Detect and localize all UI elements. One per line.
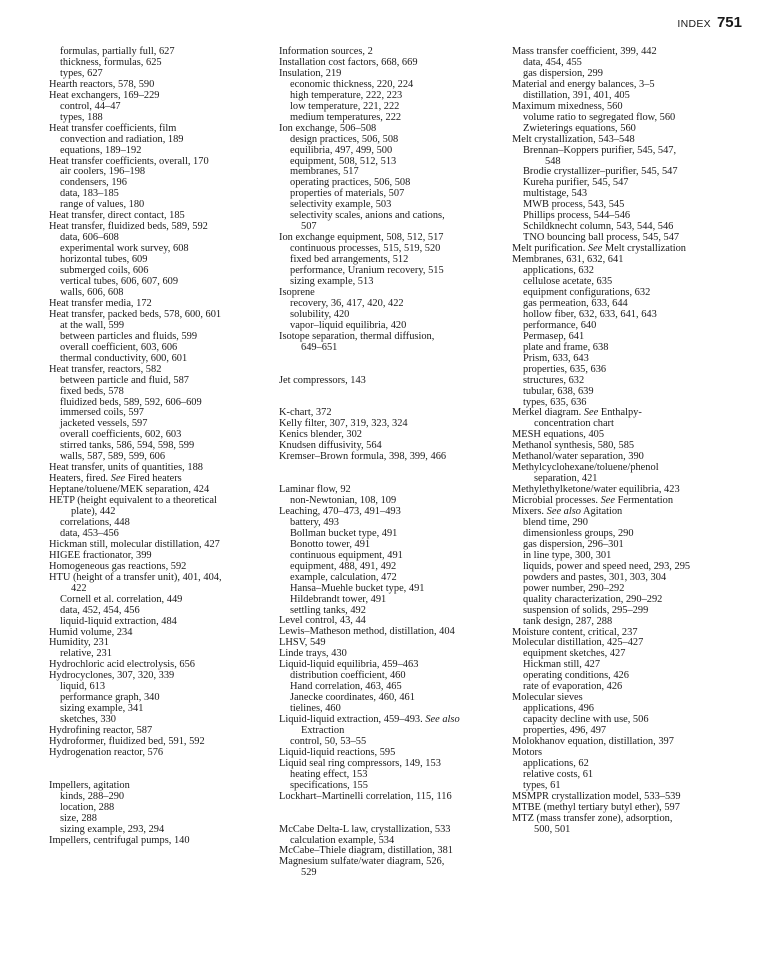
index-spacer [279,387,499,398]
entry-text: at the wall, 599 [60,319,125,331]
entry-text: Ion exchange equipment, 508, 512, 517 [279,232,444,244]
entry-text: Microbial processes. [512,495,601,507]
entry-text: Kremser–Brown formula, 398, 399, 466 [279,451,447,463]
entry-text: Heat transfer, reactors, 582 [49,363,162,375]
entry-text: LHSV, 549 [279,637,326,649]
entry-text: plate and frame, 638 [523,341,609,353]
page-number: 751 [716,14,742,31]
entry-text: Installation cost factors, 668, 669 [279,56,418,68]
entry-text: Linde trays, 430 [279,648,347,660]
index-column-2 [279,47,499,879]
entry-text: Brodie crystallizer–purifier, 545, 547 [523,166,678,178]
entry-text: Laminar flow, 92 [279,484,351,496]
entry-text: Hildebrandt tower, 491 [290,593,387,605]
entry-text: kinds, 288–290 [60,790,125,802]
entry-text: stirred tanks, 586, 594, 598, 599 [60,440,195,452]
index-spacer [279,354,499,365]
index-subentry [512,825,744,836]
entry-text: Jet compressors, 143 [279,374,366,386]
index-entry [512,737,744,748]
index-entry [279,376,499,387]
entry-text: types, 61 [523,779,561,791]
entry-text: liquid, 613 [60,681,106,693]
page-header [677,14,742,31]
entry-text: rate of evaporation, 426 [523,681,623,693]
entry-text: Hickman still, 427 [523,659,601,671]
entry-text: Bonotto tower, 491 [290,538,371,550]
entry-text: design practices, 506, 508 [290,133,399,145]
entry-text: low temperature, 221, 222 [290,100,400,112]
entry-text: Hansa–Muehle bucket type, 491 [290,582,425,594]
see-reference: See [587,243,603,255]
index-entry [49,836,267,847]
entry-text: MWB process, 543, 545 [523,199,625,211]
entry-text: fluidized beds, 589, 592, 606–609 [60,396,202,408]
entry-text: Impellers, centrifugal pumps, 140 [49,834,190,846]
entry-text: battery, 493 [290,516,339,528]
entry-text: Membranes, 631, 632, 641 [512,254,624,266]
entry-text: calculation example, 534 [290,834,395,846]
entry-text: between particle and fluid, 587 [60,374,189,386]
index-column-3 [512,47,744,836]
entry-text: Merkel diagram. [512,407,584,419]
index-spacer [279,463,499,474]
entry-text: Liquid-liquid equilibria, 459–463 [279,659,419,671]
entry-text: Heat transfer, fluidized beds, 589, 592 [49,221,208,233]
entry-text: Melt purification. [512,243,588,255]
entry-text: Ion exchange, 506–508 [279,122,377,134]
entry-text: heating effect, 153 [290,768,368,780]
entry-text: Hydroformer, fluidized bed, 591, 592 [49,736,205,748]
entry-text: Hydrocyclones, 307, 320, 339 [49,670,175,682]
entry-text: Janecke coordinates, 460, 461 [290,692,415,704]
entry-text: Maximum mixedness, 560 [512,100,623,112]
entry-text: Heat transfer, direct contact, 185 [49,210,185,222]
see-target: Fired heaters [125,473,182,485]
entry-text: Permasep, 641 [523,330,585,342]
entry-text: Motors [512,747,543,758]
entry-text: data, 453–456 [60,527,119,539]
entry-text: 548 [545,155,561,167]
index-entry [49,748,267,759]
entry-text: Hydrofining reactor, 587 [49,725,153,737]
entry-text: Hand correlation, 463, 465 [290,681,402,693]
entry-text: equipment, 488, 491, 492 [290,560,397,572]
entry-text: Mixers. [512,506,547,518]
entry-text: selectivity scales, anions and cations, [290,210,445,222]
see-target: Melt crystallization [602,243,686,255]
entry-text: Isotope separation, thermal diffusion, [279,330,435,342]
entry-text: size, 288 [60,812,97,824]
entry-text: Material and energy balances, 3–5 [512,78,655,90]
entry-text: K-chart, 372 [279,407,332,419]
entry-text: gas dispersion, 299 [523,67,603,79]
entry-text: 422 [71,582,87,594]
entry-text: Methylethylketone/water equilibria, 423 [512,484,680,496]
entry-text: Heptane/toluene/MEK separation, 424 [49,484,210,496]
entry-text: Lockhart–Martinelli correlation, 115, 116 [279,790,452,802]
entry-text: overall coefficient, 603, 606 [60,341,178,353]
entry-text: sizing example, 513 [290,276,374,288]
entry-text: fixed bed arrangements, 512 [290,254,409,266]
entry-text: fixed beds, 578 [60,385,124,397]
entry-text: continuous equipment, 491 [290,549,403,561]
entry-text: liquid-liquid extraction, 484 [60,615,177,627]
entry-text: experimental work survey, 608 [60,243,189,255]
entry-text: Schildknecht column, 543, 544, 546 [523,221,674,233]
entry-text: Melt crystallization, 543–548 [512,133,635,145]
entry-text: blend time, 290 [523,516,588,528]
entry-text: equipment sketches, 427 [523,648,626,660]
entry-text: liquids, power and speed need, 293, 295 [523,560,691,572]
entry-text: range of values, 180 [60,199,145,211]
entry-text: distillation, 391, 401, 405 [523,89,630,101]
entry-text: plate), 442 [71,506,116,518]
entry-text: thickness, formulas, 625 [60,56,162,68]
entry-text: Brennan–Koppers purifier, 545, 547, [523,144,677,156]
entry-text: Heat exchangers, 169–229 [49,89,160,101]
entry-text: Bollman bucket type, 491 [290,527,398,539]
see-reference: See also [546,506,581,518]
entry-text: Kureha purifier, 545, 547 [523,177,629,189]
entry-text: Level control, 43, 44 [279,615,366,627]
entry-text: convection and radiation, 189 [60,133,184,145]
entry-text: Molecular sieves [512,692,583,704]
entry-text: Hydrochloric acid electrolysis, 656 [49,659,196,671]
entry-text: types, 635, 636 [523,396,587,408]
entry-text: Moisture content, critical, 237 [512,626,638,638]
entry-text: tielines, 460 [290,703,341,715]
entry-text: Kelly filter, 307, 319, 323, 324 [279,418,408,430]
entry-text: data, 452, 454, 456 [60,604,140,616]
entry-text: performance graph, 340 [60,692,160,704]
entry-text: HIGEE fractionator, 399 [49,549,152,561]
index-subentry [279,868,499,879]
entry-text: continuous processes, 515, 519, 520 [290,243,441,255]
entry-text: MTBE (methyl tertiary butyl ether), 597 [512,801,680,813]
entry-text: types, 188 [60,111,103,123]
entry-text: Phillips process, 544–546 [523,210,631,222]
entry-text: equipment configurations, 632 [523,286,651,298]
entry-text: control, 44–47 [60,100,121,112]
entry-text: Heat transfer media, 172 [49,297,152,309]
entry-text: example, calculation, 472 [290,571,397,583]
entry-text: MESH equations, 405 [512,429,605,441]
entry-text: gas dispersion, 296–301 [523,538,624,550]
entry-text: overall coefficients, 602, 603 [60,429,182,441]
entry-text: condensers, 196 [60,177,127,189]
entry-text: Methanol/water separation, 390 [512,451,644,463]
entry-text: correlations, 448 [60,516,130,528]
entry-text: Liquid-liquid extraction, 459–493. [279,714,426,726]
entry-text: quality characterization, 290–292 [523,593,663,605]
entry-text: in line type, 300, 301 [523,549,612,561]
entry-text: MTZ (mass transfer zone), adsorption, [512,812,673,824]
entry-text: Heaters, fired. [49,473,111,485]
entry-text: jacketed vessels, 597 [60,418,148,430]
entry-text: properties of materials, 507 [290,188,405,200]
entry-text: data, 183–185 [60,188,119,200]
entry-text: location, 288 [60,801,115,813]
entry-text: Liquid-liquid reactions, 595 [279,746,396,758]
entry-text: cellulose acetate, 635 [523,276,613,288]
entry-text: operating practices, 506, 508 [290,177,411,189]
index-spacer [49,759,267,770]
entry-text: Heat transfer coefficients, film [49,122,177,134]
entry-text: operating conditions, 426 [523,670,629,682]
see-reference: See [600,495,616,507]
entry-text: non-Newtonian, 108, 109 [290,494,397,506]
entry-text: sketches, 330 [60,714,116,726]
entry-text: Humidity, 231 [49,637,109,649]
entry-text: performance, Uranium recovery, 515 [290,265,444,277]
entry-text: applications, 632 [523,265,594,277]
entry-text: Extraction [301,725,345,736]
entry-text: selectivity example, 503 [290,199,392,211]
index-entry [279,452,499,463]
entry-text: sizing example, 293, 294 [60,823,165,835]
entry-text: solubility, 420 [290,308,350,320]
entry-text: TNO bouncing ball process, 545, 547 [523,232,680,244]
entry-text: Prism, 633, 643 [523,352,589,364]
entry-text: properties, 635, 636 [523,363,607,375]
entry-text: McCabe Delta-L law, crystallization, 533 [279,823,451,835]
entry-text: structures, 632 [523,374,585,386]
entry-text: concentration chart [534,418,614,430]
entry-text: HTU (height of a transfer unit), 401, 404, [49,571,222,583]
entry-text: tank design, 287, 288 [523,615,613,627]
entry-text: Kenics blender, 302 [279,429,362,441]
entry-text: Insulation, 219 [279,67,342,79]
see-reference: See [110,473,126,485]
entry-text: Heat transfer coefficients, overall, 170 [49,155,209,167]
entry-text: Humid volume, 234 [49,626,133,638]
entry-text: specifications, 155 [290,779,368,791]
see-reference: See [583,407,599,419]
entry-text: thermal conductivity, 600, 601 [60,352,188,364]
entry-text: immersed coils, 597 [60,407,144,419]
entry-text: Hearth reactors, 578, 590 [49,78,155,90]
entry-text: Methylcyclohexane/toluene/phenol [512,462,659,474]
entry-text: performance, 640 [523,319,597,331]
see-target: Agitation [580,506,623,518]
index-subentry [279,343,499,354]
entry-text: submerged coils, 606 [60,265,149,277]
entry-text: dimensionless groups, 290 [523,527,634,539]
index-entry [279,792,499,803]
entry-text: gas permeation, 633, 644 [523,297,628,309]
entry-text: power number, 290–292 [523,582,625,594]
entry-text: Magnesium sulfate/water diagram, 526, [279,856,445,868]
entry-text: 507 [301,221,317,233]
entry-text: relative, 231 [60,648,112,660]
entry-text: Liquid seal ring compressors, 149, 153 [279,757,441,769]
entry-text: MSMPR crystallization model, 533–539 [512,790,681,802]
entry-text: McCabe–Thiele diagram, distillation, 381 [279,845,454,857]
entry-text: 500, 501 [534,823,571,835]
running-head: INDEX [677,18,711,30]
entry-text: Molecular distillation, 425–427 [512,637,644,649]
entry-text: recovery, 36, 417, 420, 422 [290,297,404,309]
entry-text: Mass transfer coefficient, 399, 442 [512,46,657,57]
entry-text: vapor–liquid equilibria, 420 [290,319,407,331]
entry-text: control, 50, 53–55 [290,735,367,747]
entry-text: Molokhanov equation, distillation, 397 [512,736,674,748]
entry-text: high temperature, 222, 223 [290,89,403,101]
entry-text: walls, 587, 589, 599, 606 [60,451,166,463]
entry-text: Methanol synthesis, 580, 585 [512,440,635,452]
entry-text: medium temperatures, 222 [290,111,402,123]
entry-text: tubular, 638, 639 [523,385,594,397]
entry-text: walls, 606, 608 [60,286,124,298]
entry-text: data, 606–608 [60,232,119,244]
index-spacer [279,803,499,814]
entry-text: HETP (height equivalent to a theoretical [49,495,217,507]
entry-text: suspension of solids, 295–299 [523,604,649,616]
entry-text: vertical tubes, 606, 607, 609 [60,276,179,288]
entry-text: between particles and fluids, 599 [60,330,198,342]
index-column-1 [49,47,267,847]
see-reference: See also [425,714,460,726]
entry-text: Lewis–Matheson method, distillation, 404 [279,626,455,638]
entry-text: Heat transfer, packed beds, 578, 600, 601 [49,308,222,320]
entry-text: horizontal tubes, 609 [60,254,148,266]
entry-text: air coolers, 196–198 [60,166,146,178]
entry-text: Impellers, agitation [49,779,130,791]
entry-text: applications, 496 [523,703,594,715]
entry-text: Cornell et al. correlation, 449 [60,593,183,605]
see-target: Enthalpy- [598,407,642,419]
entry-text: settling tanks, 492 [290,604,366,616]
entry-text: Knudsen diffusivity, 564 [279,440,382,452]
entry-text: powders and pastes, 301, 303, 304 [523,571,667,583]
entry-text: capacity decline with use, 506 [523,714,649,726]
entry-text: equipment, 508, 512, 513 [290,155,397,167]
entry-text: 529 [301,867,317,879]
entry-text: 649–651 [301,341,338,353]
entry-text: types, 627 [60,67,103,79]
entry-text: Hydrogenation reactor, 576 [49,747,164,758]
entry-text: formulas, partially full, 627 [60,46,175,57]
entry-text: relative costs, 61 [523,768,594,780]
entry-text: economic thickness, 220, 224 [290,78,414,90]
entry-text: hollow fiber, 632, 633, 641, 643 [523,308,657,320]
entry-text: volume ratio to segregated flow, 560 [523,111,676,123]
entry-text: separation, 421 [534,473,598,485]
entry-text: equations, 189–192 [60,144,142,156]
entry-text: Zwieterings equations, 560 [523,122,636,134]
entry-text: applications, 62 [523,757,589,769]
entry-text: Homogeneous gas reactions, 592 [49,560,187,572]
entry-text: membranes, 517 [290,166,359,178]
see-target: Fermentation [615,495,674,507]
entry-text: distribution coefficient, 460 [290,670,406,682]
entry-text: multistage, 543 [523,188,588,200]
entry-text: Hickman still, molecular distillation, 427 [49,538,220,550]
entry-text: Heat transfer, units of quantities, 188 [49,462,203,474]
entry-text: data, 454, 455 [523,56,582,68]
entry-text: equilibria, 497, 499, 500 [290,144,393,156]
entry-text: Leaching, 470–473, 491–493 [279,505,401,517]
entry-text: sizing example, 341 [60,703,144,715]
entry-text: Isoprene [279,286,315,298]
entry-text: Information sources, 2 [279,46,373,57]
entry-text: properties, 496, 497 [523,725,607,737]
